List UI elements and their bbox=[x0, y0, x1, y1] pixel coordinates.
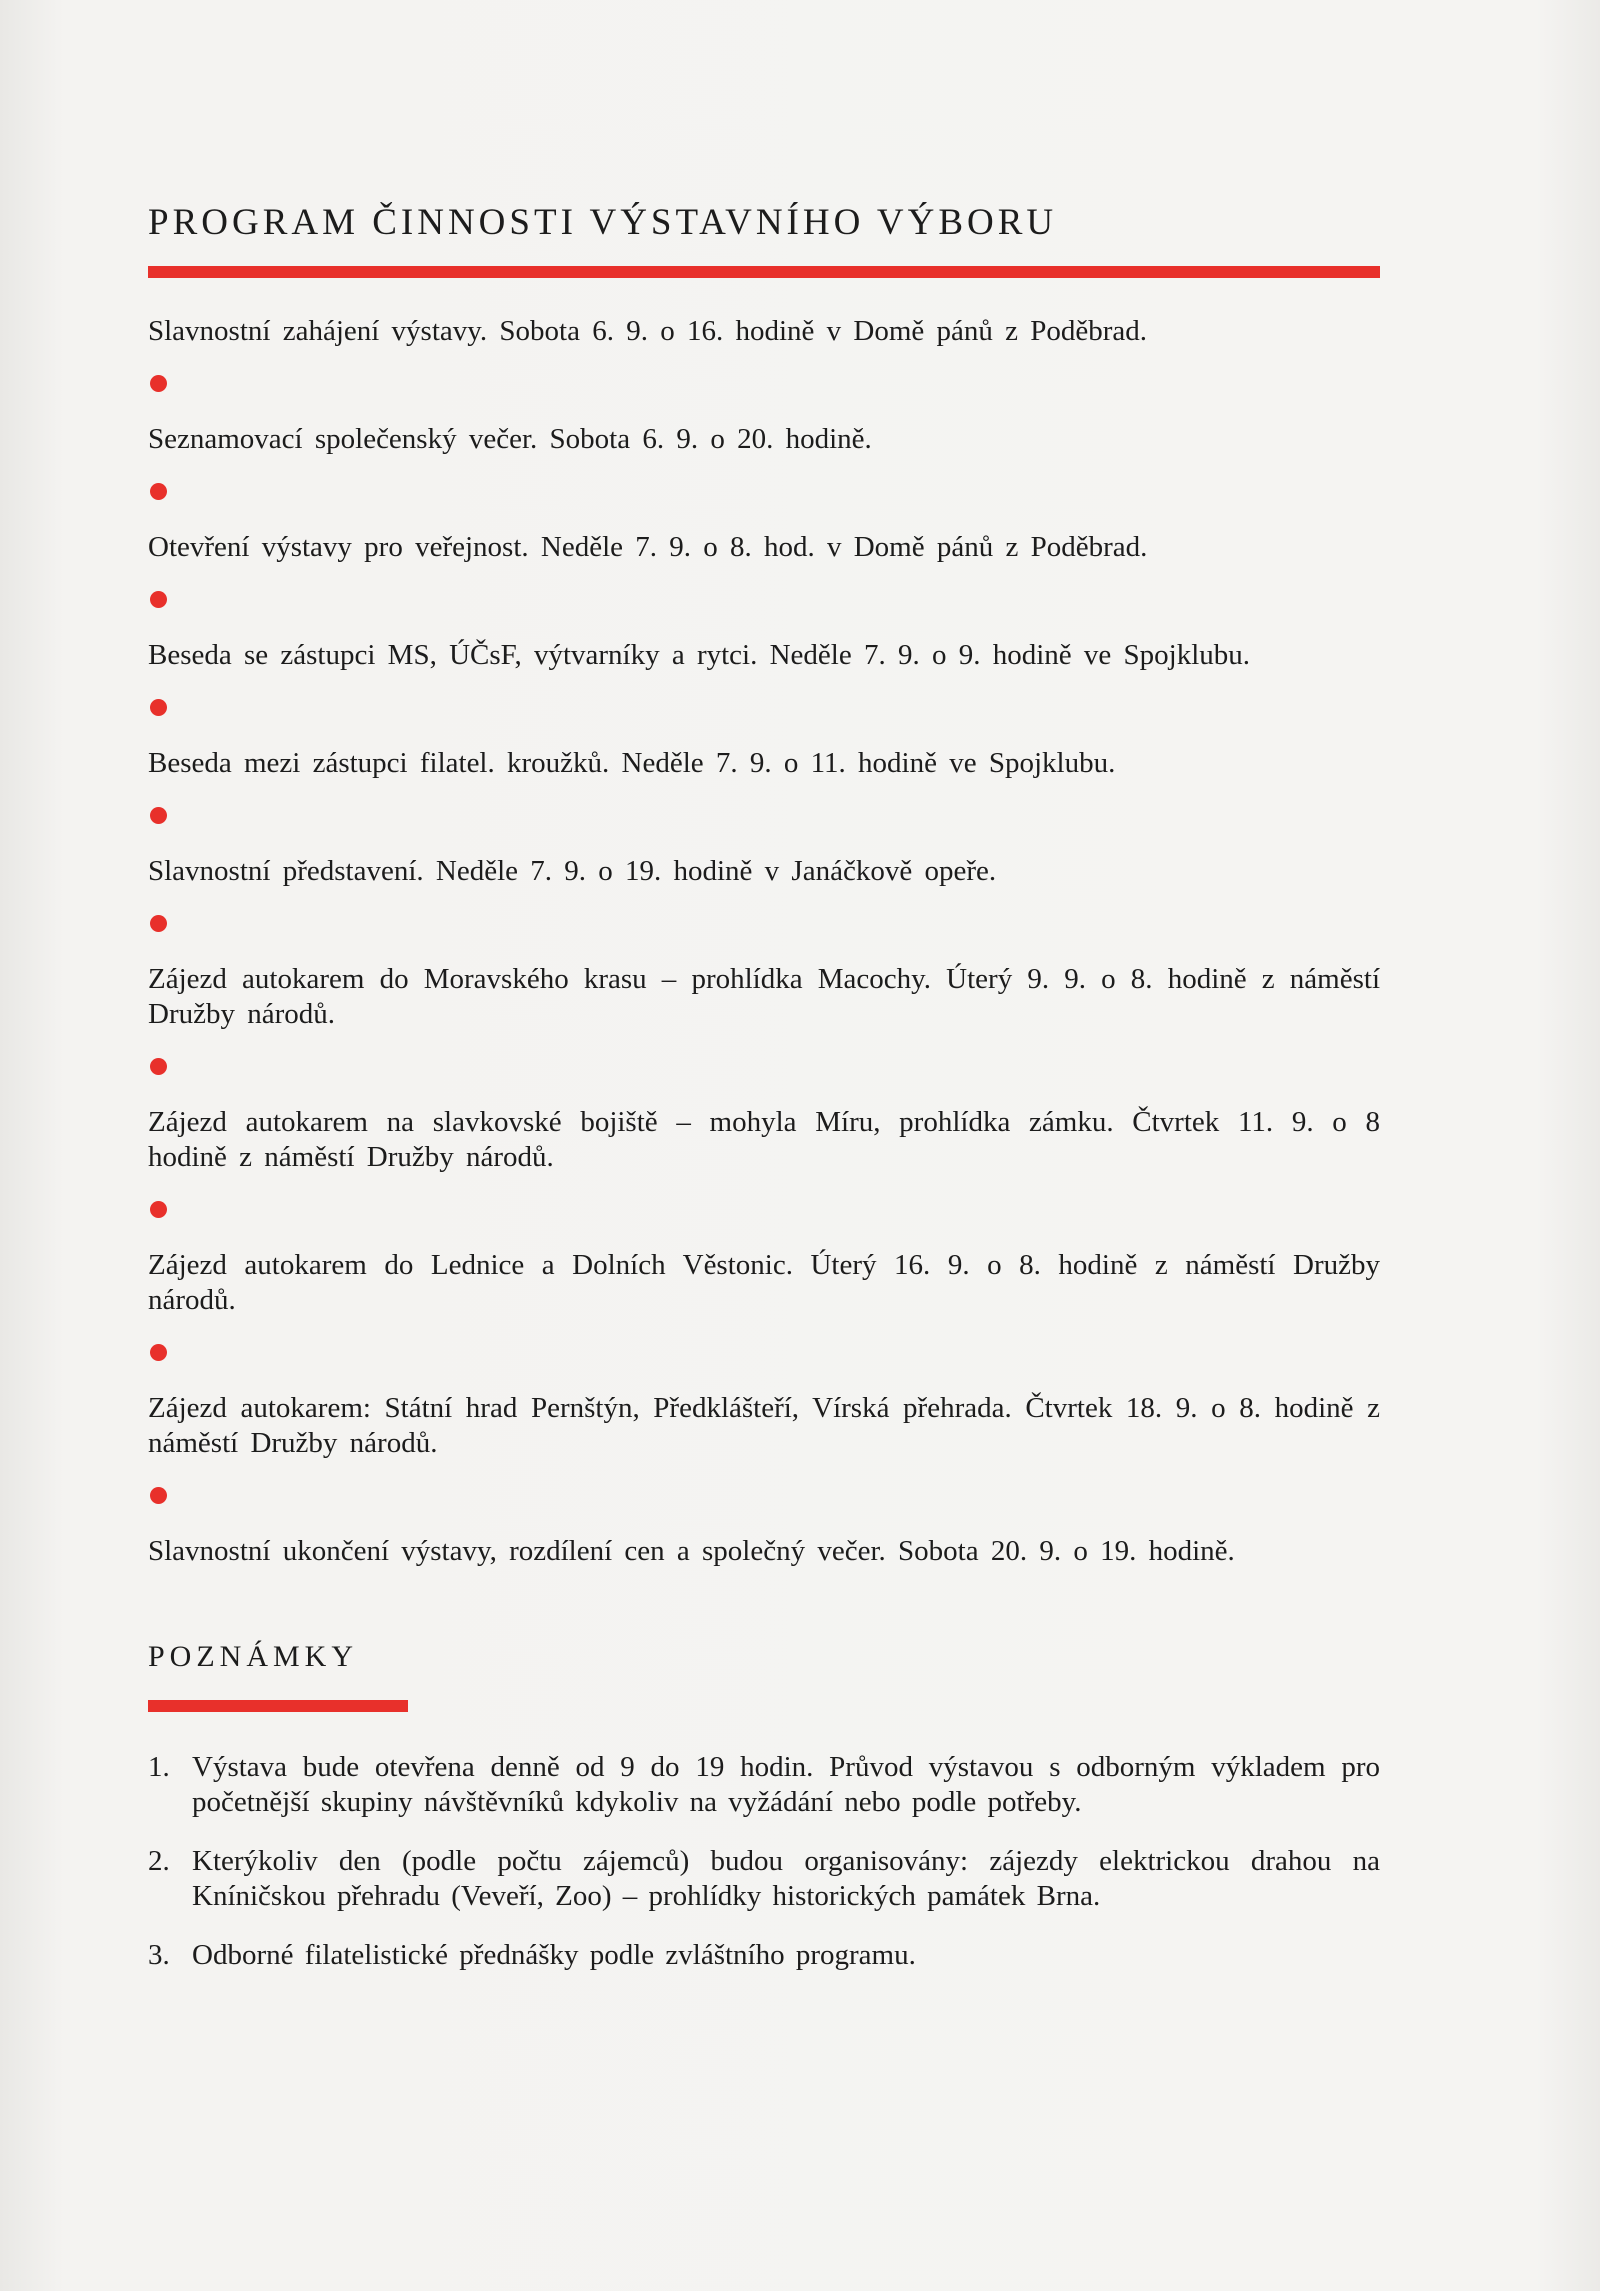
event-item: Zájezd autokarem na slavkovské bojiště – mohyla Míru, prohlídka zámku. Čtvrtek 11. 9. o 8 hodině z náměstí Družby národů. bbox=[148, 1106, 1380, 1173]
event-item: Beseda se zástupci MS, ÚČsF, výtvarníky a rytci. Neděle 7. 9. o 9. hodině ve Spojklubu. bbox=[148, 639, 1251, 671]
document-content bbox=[148, 200, 1380, 1997]
red-bullet-icon bbox=[150, 483, 167, 500]
notes-list bbox=[148, 1750, 1380, 1973]
event-item: Zájezd autokarem: Státní hrad Pernštýn, Předklášteří, Vírská přehrada. Čtvrtek 18. 9. o 8. hodině z náměstí Družby národů. bbox=[148, 1392, 1380, 1459]
red-bullet-icon bbox=[150, 1058, 167, 1075]
note-item bbox=[148, 1938, 1380, 1973]
event-item: Slavnostní ukončení výstavy, rozdílení cen a společný večer. Sobota 20. 9. o 19. hodině. bbox=[148, 1535, 1235, 1567]
note-text: Výstava bude otevřena denně od 9 do 19 hodin. Průvod výstavou s odborným výkladem pro početnější skupiny návštěvníků kdykoliv na vyžádání nebo podle potřeby. bbox=[192, 1750, 1380, 1818]
note-text: Kterýkoliv den (podle počtu zájemců) budou organisovány: zájezdy elektrickou drahou na Kníničskou přehradu (Veveří, Zoo) – prohlídky historických památek Brna. bbox=[192, 1844, 1380, 1912]
note-text: Odborné filatelistické přednášky podle zvláštního programu. bbox=[192, 1938, 916, 1971]
event-item: Seznamovací společenský večer. Sobota 6. 9. o 20. hodině. bbox=[148, 423, 872, 455]
notes-heading: POZNÁMKY bbox=[148, 1640, 359, 1673]
event-schedule bbox=[148, 314, 1380, 1569]
page-title: PROGRAM ČINNOSTI VÝSTAVNÍHO VÝBORU bbox=[148, 202, 1058, 243]
event-item: Zájezd autokarem do Moravského krasu – prohlídka Macochy. Úterý 9. 9. o 8. hodině z náměstí Družby národů. bbox=[148, 963, 1380, 1030]
red-bullet-icon bbox=[150, 915, 167, 932]
event-item: Zájezd autokarem do Lednice a Dolních Věstonic. Úterý 16. 9. o 8. hodině z náměstí Družby národů. bbox=[148, 1249, 1380, 1316]
note-number: 1. bbox=[148, 1750, 170, 1783]
red-bullet-icon bbox=[150, 1487, 167, 1504]
red-bullet-icon bbox=[150, 591, 167, 608]
red-bullet-icon bbox=[150, 699, 167, 716]
notes-underline bbox=[148, 1700, 408, 1712]
note-number: 3. bbox=[148, 1938, 170, 1971]
note-number: 2. bbox=[148, 1844, 170, 1877]
event-item: Beseda mezi zástupci filatel. kroužků. Neděle 7. 9. o 11. hodině ve Spojklubu. bbox=[148, 747, 1116, 779]
title-underline bbox=[148, 266, 1380, 278]
event-item: Otevření výstavy pro veřejnost. Neděle 7. 9. o 8. hod. v Domě pánů z Poděbrad. bbox=[148, 531, 1148, 563]
red-bullet-icon bbox=[150, 1344, 167, 1361]
red-bullet-icon bbox=[150, 807, 167, 824]
event-item: Slavnostní zahájení výstavy. Sobota 6. 9. o 16. hodině v Domě pánů z Poděbrad. bbox=[148, 315, 1148, 347]
note-item bbox=[148, 1750, 1380, 1820]
note-item bbox=[148, 1844, 1380, 1914]
red-bullet-icon bbox=[150, 1201, 167, 1218]
event-item: Slavnostní představení. Neděle 7. 9. o 19. hodině v Janáčkově opeře. bbox=[148, 855, 997, 887]
red-bullet-icon bbox=[150, 375, 167, 392]
